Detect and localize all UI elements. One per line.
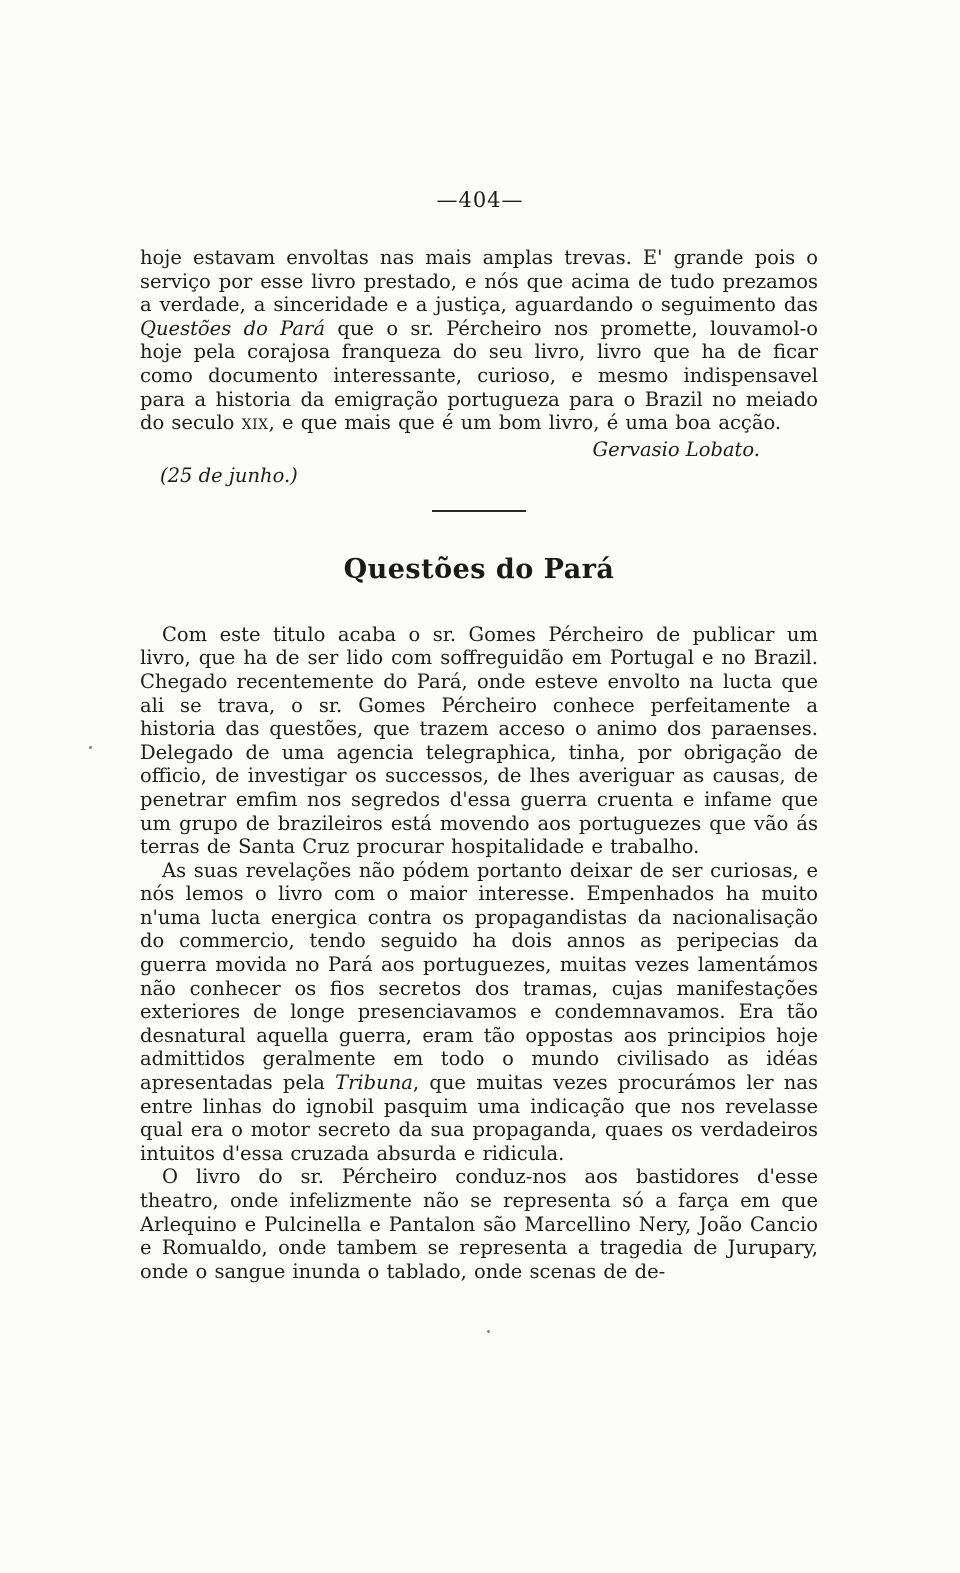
continuation-seg1: hoje estavam envoltas nas mais amplas trevas. E' grande pois o serviço por esse livro prestado, e nós que acima de tudo prezamos a verdade, a sinceridade e a justiça, aguardando o seguimento das [140,246,818,317]
page-number: —404— [436,188,524,212]
article-paragraph-2 [140,859,818,1166]
continuation-seg2: que o sr. Pércheiro nos promette, louvamol-o hoje pela corajosa franqueza do seu livro, livro que ha de ficar como documento interessante, curioso, e mesmo indispensavel para a historia da emigração portugueza para o Brazil no meiado do seculo [140,316,818,435]
paragraph2-seg1: As suas revelações não pódem portanto deixar de ser curiosas, e nós lemos o livro com o maior interesse. Empenhados ha muito n'uma lucta energica contra os propagandistas da nacionalisação do commercio, tendo seguido ha dois annos as peripecias da guerra movida no Pará aos portuguezes, muitas vezes lamentámos não conhecer os fios secretos dos tramas, cujas manifestações exteriores de longe presenciavamos e condemnavamos. Era tão desnatural aquella guerra, eram tão oppostas aos principios hoje admittidos geralmente em todo o mundo civilisado as idéas apresentadas pela [140,858,818,1095]
paragraph-continuation [140,246,818,435]
continuation-seg3: , e que mais que é um bom livro, é uma boa acção. [268,411,782,435]
author-signature: Gervasio Lobato. [592,437,760,461]
italic-questoes-do-para: Questões do Pará [140,316,325,340]
smallcaps-seculo-xix: xix [241,411,269,435]
scan-speck-left-margin [89,746,92,749]
article-paragraph-3: O livro do sr. Pércheiro conduz-nos aos bastidores d'esse theatro, onde infelizmente não se representa só a farça em que Arlequino e Pulcinella e Pantalon são Marcellino Nery, João Cancio e Romualdo, onde tambem se representa a tragedia de Jurupary, onde o sangue inunda o tablado, onde scenas de de- [140,1165,818,1283]
article-paragraph-1: Com este titulo acaba o sr. Gomes Pércheiro de publicar um livro, que ha de ser lido com soffreguidão em Portugal e no Brazil. Chegado recentemente do Pará, onde esteve envolto na lucta que ali se trava, o sr. Gomes Pércheiro conhece perfeitamente a historia das questões, que trazem acceso o animo dos paraenses. Delegado de uma agencia telegraphica, tinha, por obrigação de officio, de investigar os successos, de lhes averiguar as causas, de penetrar emfim nos segredos d'essa guerra cruenta e infame que um grupo de brazileiros está movendo aos portuguezes que vão ás terras de Santa Cruz procurar hospitalidade e trabalho. [140,622,818,859]
article-title: Questões do Pará [343,553,615,585]
text-column [140,246,818,1283]
italic-tribuna: Tribuna [335,1071,413,1095]
scan-speck-bottom [487,1330,490,1333]
paragraph2-seg2: , que muitas vezes procurámos ler nas entre linhas do ignobil pasquim uma indicação que nos revelasse qual era o motor secreto da sua propaganda, quaes os verdadeiros intuitos d'essa cruzada absurda e ridicula. [140,1071,819,1165]
section-divider [432,510,526,512]
date-note: (25 de junho.) [160,463,298,487]
